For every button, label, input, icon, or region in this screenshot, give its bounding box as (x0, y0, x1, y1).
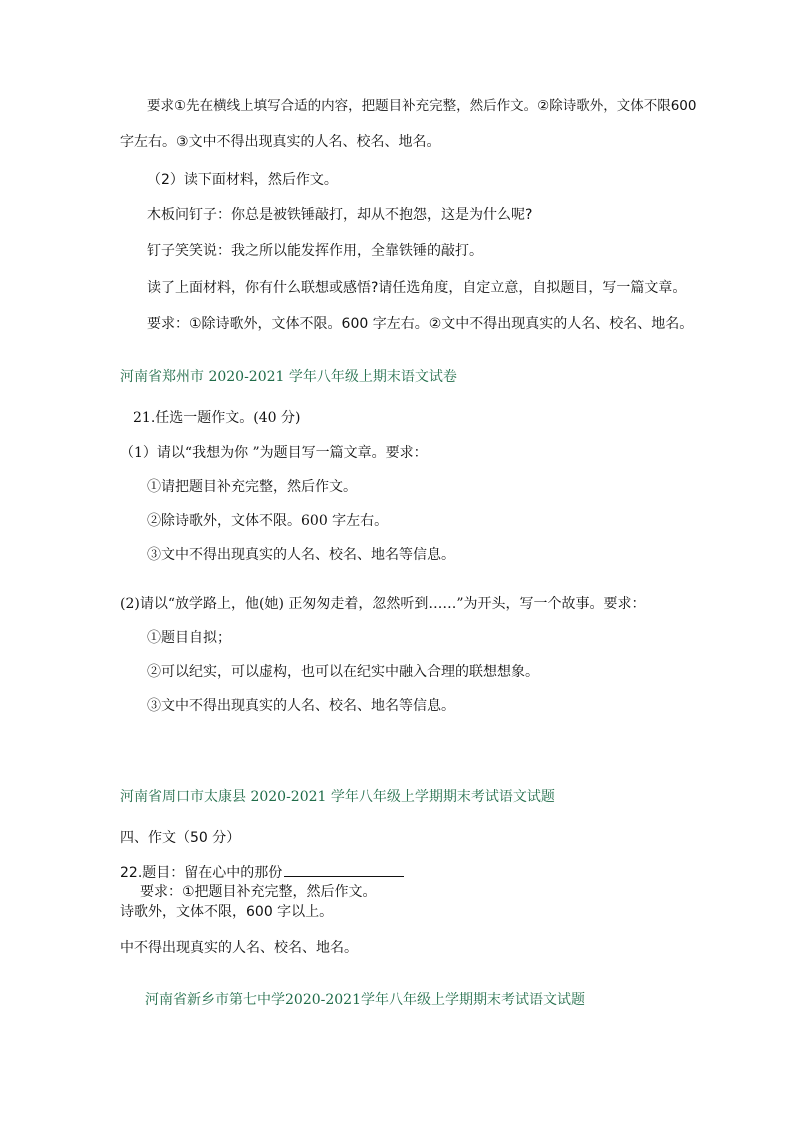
fill-in-blank (284, 862, 404, 877)
section-heading-zhengzhou: 河南省郑州市 2020-2021 学年八年级上期末语文试卷 (120, 369, 457, 385)
option-2-req-2: ②可以纪实，可以虚构，也可以在纪实中融入合理的联想想象。 (147, 664, 539, 680)
requirement-line-2: 字左右。③文中不得出现真实的人名、校名、地名。 (120, 134, 441, 150)
option-2-req-3: ③文中不得出现真实的人名、校名、地名等信息。 (147, 698, 455, 714)
composition-part-title: 四、作文（50 分） (120, 830, 241, 846)
question-22-req-3: 中不得出现真实的人名、校名、地名。 (120, 940, 358, 956)
requirement-line-1: 要求①先在横线上填写合适的内容，把题目补充完整，然后作文。②除诗歌外，文体不限600 (147, 98, 697, 114)
section-heading-xinxiang: 河南省新乡市第七中学2020-2021学年八年级上学期期末考试语文试题 (145, 992, 585, 1008)
writing-prompt: 读了上面材料，你有什么联想或感悟?请任选角度，自定立意，自拟题目，写一篇文章。 (147, 280, 687, 296)
question-2-title: （2）读下面材料，然后作文。 (147, 172, 338, 188)
question-22-req-1: 要求：①把题目补充完整，然后作文。 (140, 884, 377, 900)
option-1-req-3: ③文中不得出现真实的人名、校名、地名等信息。 (147, 547, 455, 563)
question-22-req-2: 诗歌外，文体不限，600 字以上。 (120, 904, 334, 920)
section-heading-taikang: 河南省周口市太康县 2020-2021 学年八年级上学期期末考试语文试题 (120, 789, 555, 805)
option-2-req-1: ①题目自拟； (147, 630, 231, 646)
question-22-text: 22.题目：留在心中的那份 (120, 865, 283, 881)
option-1-req-2: ②除诗歌外，文体不限。600 字左右。 (147, 513, 389, 529)
question-21: 21.任选一题作文。(40 分) (133, 410, 301, 426)
option-1-prompt: （1）请以“我想为你 ”为题目写一篇文章。要求： (120, 445, 428, 461)
option-1-req-1: ①请把题目补充完整，然后作文。 (147, 479, 357, 495)
question-22 (120, 862, 404, 883)
material-line-1: 木板问钉子：你总是被铁锤敲打，却从不抱怨，这是为什么呢? (147, 207, 533, 223)
material-line-2: 钉子笑笑说：我之所以能发挥作用，全靠铁锤的敲打。 (147, 243, 483, 259)
writing-requirement: 要求：①除诗歌外，文体不限。600 字左右。②文中不得出现真实的人名、校名、地名。 (147, 316, 694, 332)
option-2-prompt: (2)请以“放学路上，他(她) 正匆匆走着，忽然听到……”为开头，写一个故事。要求： (120, 596, 646, 612)
